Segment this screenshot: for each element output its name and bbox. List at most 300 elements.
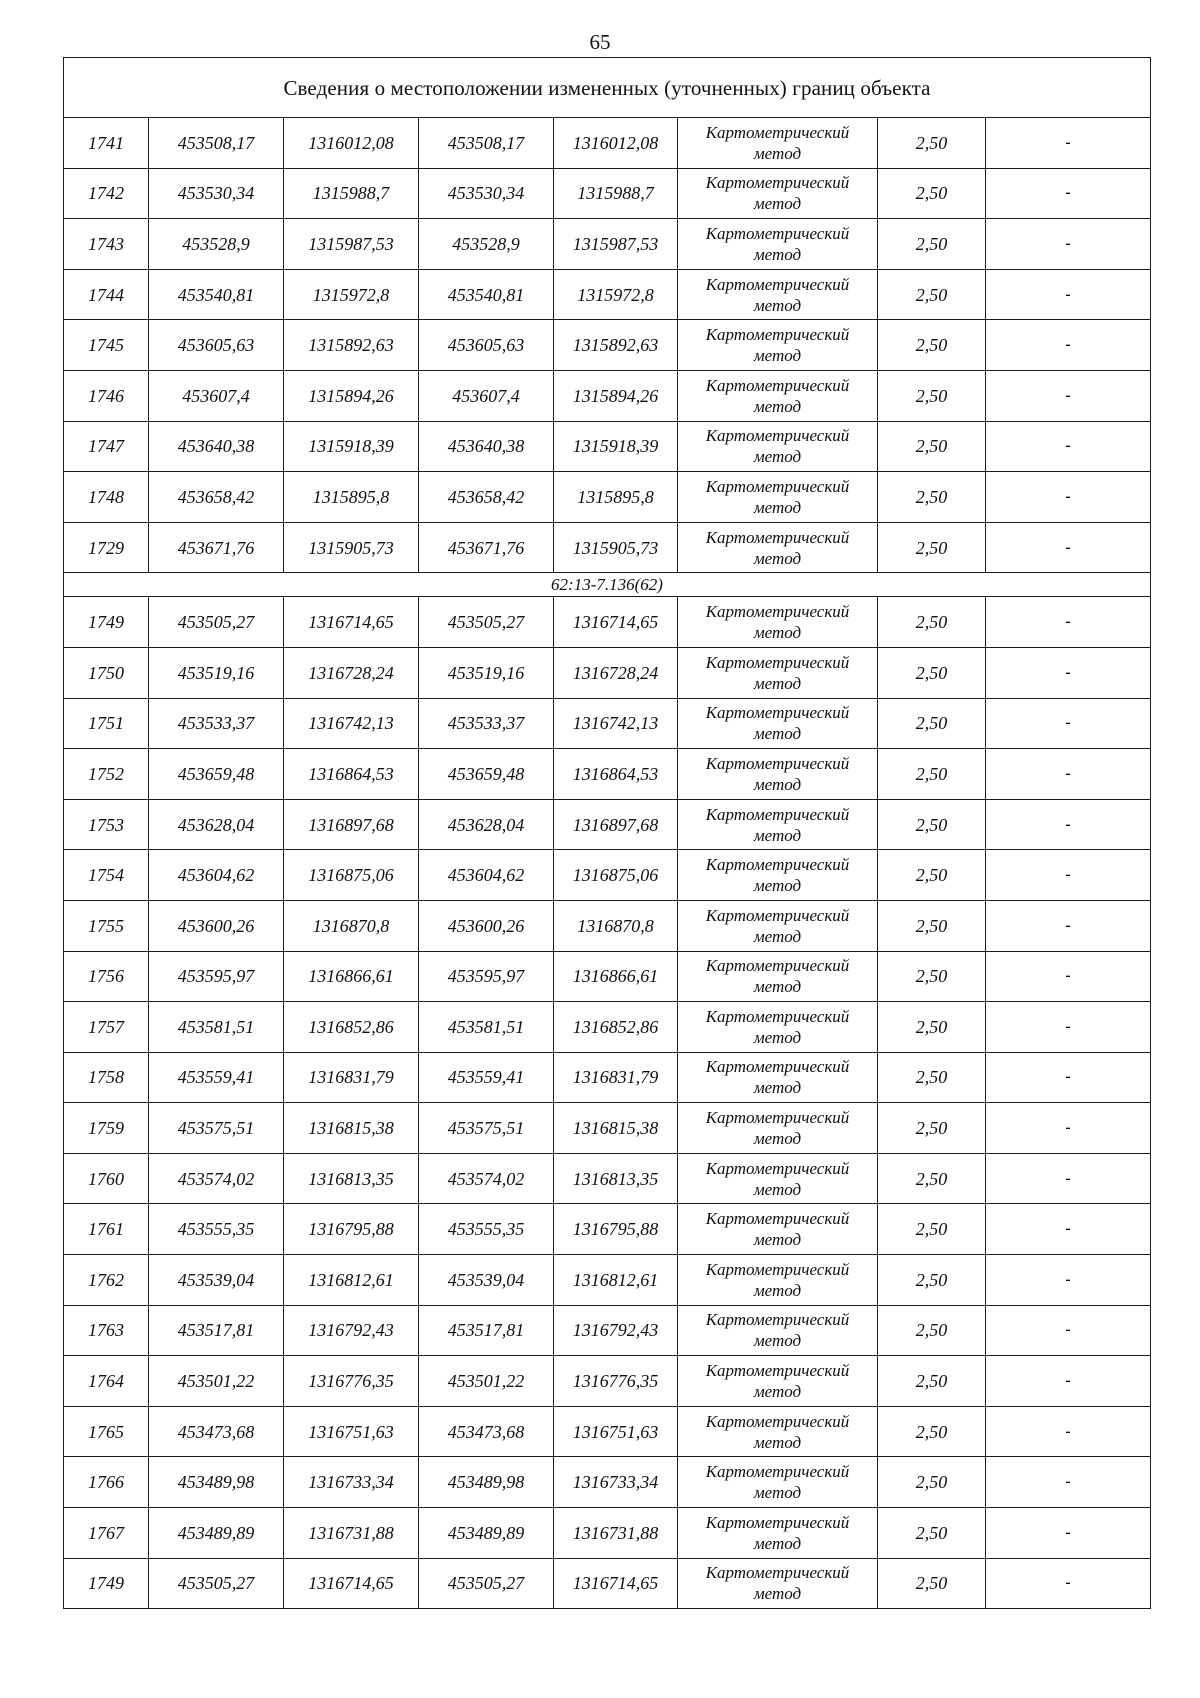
table-row (64, 118, 1151, 169)
dash-cell: - (986, 118, 1151, 169)
y-existing-cell: 1316714,65 (284, 1558, 419, 1609)
method-line-2: метод (753, 1230, 802, 1250)
x-existing-cell: 453628,04 (149, 799, 284, 850)
x-existing-cell: 453559,41 (149, 1052, 284, 1103)
point-number-cell: 1765 (64, 1406, 149, 1457)
y-refined-cell: 1316864,53 (554, 749, 678, 800)
point-number-cell: 1750 (64, 647, 149, 698)
method-cell (678, 698, 878, 749)
method-cell (678, 1103, 878, 1154)
point-number-cell: 1741 (64, 118, 149, 169)
x-existing-cell: 453489,98 (149, 1457, 284, 1508)
method-cell (678, 1255, 878, 1306)
method-line-2: метод (753, 623, 802, 643)
method-cell (678, 320, 878, 371)
method-cell (678, 1052, 878, 1103)
y-refined-cell: 1316815,38 (554, 1103, 678, 1154)
point-number-cell: 1744 (64, 269, 149, 320)
accuracy-cell: 2,50 (878, 1255, 986, 1306)
y-refined-cell: 1316852,86 (554, 1002, 678, 1053)
method-cell (678, 749, 878, 800)
point-number-cell: 1748 (64, 472, 149, 523)
method-line-1: Картометрический (705, 652, 850, 672)
method-line-2: метод (753, 295, 802, 315)
x-existing-cell: 453640,38 (149, 421, 284, 472)
x-refined-cell: 453489,89 (419, 1508, 554, 1559)
method-line-1: Картометрический (705, 122, 850, 142)
x-refined-cell: 453540,81 (419, 269, 554, 320)
table-row (64, 522, 1151, 573)
x-refined-cell: 453628,04 (419, 799, 554, 850)
method-line-1: Картометрический (705, 173, 850, 193)
table-row (64, 951, 1151, 1002)
method-line-2: метод (753, 1027, 802, 1047)
x-existing-cell: 453533,37 (149, 698, 284, 749)
accuracy-cell: 2,50 (878, 320, 986, 371)
y-refined-cell: 1316751,63 (554, 1406, 678, 1457)
y-refined-cell: 1316714,65 (554, 597, 678, 648)
method-cell (678, 1305, 878, 1356)
y-refined-cell: 1316870,8 (554, 900, 678, 951)
point-number-cell: 1764 (64, 1356, 149, 1407)
y-existing-cell: 1316795,88 (284, 1204, 419, 1255)
accuracy-cell: 2,50 (878, 1103, 986, 1154)
y-refined-cell: 1315895,8 (554, 472, 678, 523)
x-refined-cell: 453605,63 (419, 320, 554, 371)
y-existing-cell: 1315972,8 (284, 269, 419, 320)
point-number-cell: 1749 (64, 1558, 149, 1609)
x-existing-cell: 453473,68 (149, 1406, 284, 1457)
x-existing-cell: 453540,81 (149, 269, 284, 320)
dash-cell: - (986, 421, 1151, 472)
dash-cell: - (986, 799, 1151, 850)
table-row (64, 900, 1151, 951)
accuracy-cell: 2,50 (878, 1052, 986, 1103)
accuracy-cell: 2,50 (878, 799, 986, 850)
y-existing-cell: 1315988,7 (284, 168, 419, 219)
method-line-1: Картометрический (705, 855, 850, 875)
method-line-2: метод (753, 926, 802, 946)
dash-cell: - (986, 269, 1151, 320)
dash-cell: - (986, 698, 1151, 749)
dash-cell: - (986, 1457, 1151, 1508)
dash-cell: - (986, 1052, 1151, 1103)
method-cell (678, 799, 878, 850)
method-line-2: метод (753, 1483, 802, 1503)
x-refined-cell: 453607,4 (419, 370, 554, 421)
method-line-2: метод (753, 1584, 802, 1604)
point-number-cell: 1767 (64, 1508, 149, 1559)
method-line-1: Картометрический (705, 602, 850, 622)
x-refined-cell: 453658,42 (419, 472, 554, 523)
method-cell (678, 1406, 878, 1457)
method-line-1: Картометрический (705, 1462, 850, 1482)
table-row (64, 749, 1151, 800)
y-refined-cell: 1316795,88 (554, 1204, 678, 1255)
accuracy-cell: 2,50 (878, 1002, 986, 1053)
method-line-1: Картометрический (705, 956, 850, 976)
table-header-row (64, 58, 1151, 118)
accuracy-cell: 2,50 (878, 522, 986, 573)
method-line-1: Картометрический (705, 1209, 850, 1229)
table-row (64, 370, 1151, 421)
x-existing-cell: 453658,42 (149, 472, 284, 523)
y-refined-cell: 1316728,24 (554, 647, 678, 698)
y-existing-cell: 1316852,86 (284, 1002, 419, 1053)
x-refined-cell: 453501,22 (419, 1356, 554, 1407)
method-line-1: Картометрический (705, 527, 850, 547)
table-row (64, 1558, 1151, 1609)
table-row (64, 698, 1151, 749)
method-line-2: метод (753, 396, 802, 416)
x-existing-cell: 453574,02 (149, 1153, 284, 1204)
dash-cell: - (986, 219, 1151, 270)
method-line-2: метод (753, 346, 802, 366)
x-refined-cell: 453575,51 (419, 1103, 554, 1154)
point-number-cell: 1746 (64, 370, 149, 421)
y-existing-cell: 1316714,65 (284, 597, 419, 648)
x-refined-cell: 453659,48 (419, 749, 554, 800)
x-refined-cell: 453505,27 (419, 597, 554, 648)
method-line-1: Картометрический (705, 1310, 850, 1330)
y-existing-cell: 1316742,13 (284, 698, 419, 749)
y-refined-cell: 1315988,7 (554, 168, 678, 219)
table-row (64, 219, 1151, 270)
method-line-1: Картометрический (705, 1512, 850, 1532)
y-existing-cell: 1316751,63 (284, 1406, 419, 1457)
accuracy-cell: 2,50 (878, 1406, 986, 1457)
x-refined-cell: 453640,38 (419, 421, 554, 472)
point-number-cell: 1729 (64, 522, 149, 573)
dash-cell: - (986, 370, 1151, 421)
y-existing-cell: 1316792,43 (284, 1305, 419, 1356)
y-existing-cell: 1315918,39 (284, 421, 419, 472)
x-existing-cell: 453505,27 (149, 597, 284, 648)
dash-cell: - (986, 1406, 1151, 1457)
method-cell (678, 118, 878, 169)
point-number-cell: 1754 (64, 850, 149, 901)
method-line-1: Картометрический (705, 703, 850, 723)
y-existing-cell: 1315894,26 (284, 370, 419, 421)
y-refined-cell: 1316875,06 (554, 850, 678, 901)
y-refined-cell: 1315894,26 (554, 370, 678, 421)
method-line-2: метод (753, 774, 802, 794)
x-existing-cell: 453539,04 (149, 1255, 284, 1306)
x-refined-cell: 453528,9 (419, 219, 554, 270)
table-row (64, 799, 1151, 850)
y-existing-cell: 1316870,8 (284, 900, 419, 951)
method-line-2: метод (753, 724, 802, 744)
method-cell (678, 370, 878, 421)
point-number-cell: 1745 (64, 320, 149, 371)
y-existing-cell: 1316813,35 (284, 1153, 419, 1204)
method-line-1: Картометрический (705, 1057, 850, 1077)
method-cell (678, 421, 878, 472)
accuracy-cell: 2,50 (878, 118, 986, 169)
table-row (64, 472, 1151, 523)
x-existing-cell: 453489,89 (149, 1508, 284, 1559)
dash-cell: - (986, 900, 1151, 951)
y-refined-cell: 1315892,63 (554, 320, 678, 371)
method-line-1: Картометрический (705, 223, 850, 243)
method-cell (678, 1204, 878, 1255)
point-number-cell: 1763 (64, 1305, 149, 1356)
accuracy-cell: 2,50 (878, 597, 986, 648)
dash-cell: - (986, 749, 1151, 800)
table-row (64, 1052, 1151, 1103)
accuracy-cell: 2,50 (878, 850, 986, 901)
method-cell (678, 1558, 878, 1609)
coordinates-table (63, 57, 1151, 1609)
method-cell (678, 269, 878, 320)
x-refined-cell: 453539,04 (419, 1255, 554, 1306)
point-number-cell: 1761 (64, 1204, 149, 1255)
dash-cell: - (986, 1153, 1151, 1204)
point-number-cell: 1760 (64, 1153, 149, 1204)
x-refined-cell: 453533,37 (419, 698, 554, 749)
accuracy-cell: 2,50 (878, 749, 986, 800)
method-cell (678, 1153, 878, 1204)
method-line-2: метод (753, 244, 802, 264)
dash-cell: - (986, 1305, 1151, 1356)
method-line-2: метод (753, 1078, 802, 1098)
x-existing-cell: 453600,26 (149, 900, 284, 951)
method-cell (678, 1356, 878, 1407)
table-row (64, 597, 1151, 648)
point-number-cell: 1752 (64, 749, 149, 800)
method-line-2: метод (753, 1129, 802, 1149)
method-cell (678, 168, 878, 219)
table-row (64, 1508, 1151, 1559)
accuracy-cell: 2,50 (878, 472, 986, 523)
point-number-cell: 1742 (64, 168, 149, 219)
y-refined-cell: 1316813,35 (554, 1153, 678, 1204)
table-row (64, 168, 1151, 219)
dash-cell: - (986, 951, 1151, 1002)
dash-cell: - (986, 1255, 1151, 1306)
table-row (64, 320, 1151, 371)
method-cell (678, 1002, 878, 1053)
y-existing-cell: 1316733,34 (284, 1457, 419, 1508)
table-header: Сведения о местоположении измененных (уточненных) границ объекта (64, 58, 1151, 118)
table-row (64, 1103, 1151, 1154)
y-refined-cell: 1316733,34 (554, 1457, 678, 1508)
accuracy-cell: 2,50 (878, 900, 986, 951)
method-line-1: Картометрический (705, 375, 850, 395)
y-existing-cell: 1316776,35 (284, 1356, 419, 1407)
method-line-2: метод (753, 977, 802, 997)
x-existing-cell: 453581,51 (149, 1002, 284, 1053)
method-cell (678, 647, 878, 698)
dash-cell: - (986, 472, 1151, 523)
accuracy-cell: 2,50 (878, 1356, 986, 1407)
method-cell (678, 1508, 878, 1559)
y-existing-cell: 1316866,61 (284, 951, 419, 1002)
point-number-cell: 1747 (64, 421, 149, 472)
table-row (64, 1305, 1151, 1356)
dash-cell: - (986, 1558, 1151, 1609)
method-line-1: Картометрический (705, 753, 850, 773)
table-row (64, 1204, 1151, 1255)
y-existing-cell: 1316875,06 (284, 850, 419, 901)
y-existing-cell: 1315895,8 (284, 472, 419, 523)
dash-cell: - (986, 320, 1151, 371)
x-existing-cell: 453501,22 (149, 1356, 284, 1407)
y-existing-cell: 1316812,61 (284, 1255, 419, 1306)
y-refined-cell: 1316866,61 (554, 951, 678, 1002)
x-refined-cell: 453574,02 (419, 1153, 554, 1204)
y-existing-cell: 1315905,73 (284, 522, 419, 573)
method-line-1: Картометрический (705, 1108, 850, 1128)
method-line-2: метод (753, 548, 802, 568)
x-existing-cell: 453595,97 (149, 951, 284, 1002)
y-existing-cell: 1316831,79 (284, 1052, 419, 1103)
x-existing-cell: 453530,34 (149, 168, 284, 219)
x-existing-cell: 453555,35 (149, 1204, 284, 1255)
method-line-1: Картометрический (705, 1259, 850, 1279)
y-existing-cell: 1316728,24 (284, 647, 419, 698)
point-number-cell: 1759 (64, 1103, 149, 1154)
method-line-2: метод (753, 1179, 802, 1199)
x-existing-cell: 453505,27 (149, 1558, 284, 1609)
method-cell (678, 522, 878, 573)
dash-cell: - (986, 1103, 1151, 1154)
method-cell (678, 951, 878, 1002)
method-cell (678, 472, 878, 523)
dash-cell: - (986, 1002, 1151, 1053)
point-number-cell: 1753 (64, 799, 149, 850)
method-line-1: Картометрический (705, 1411, 850, 1431)
dash-cell: - (986, 1356, 1151, 1407)
method-line-2: метод (753, 143, 802, 163)
method-cell (678, 219, 878, 270)
method-line-2: метод (753, 447, 802, 467)
x-existing-cell: 453659,48 (149, 749, 284, 800)
method-line-1: Картометрический (705, 1158, 850, 1178)
accuracy-cell: 2,50 (878, 1457, 986, 1508)
y-refined-cell: 1315972,8 (554, 269, 678, 320)
x-refined-cell: 453489,98 (419, 1457, 554, 1508)
method-cell (678, 597, 878, 648)
page-number: 65 (589, 30, 611, 54)
point-number-cell: 1749 (64, 597, 149, 648)
accuracy-cell: 2,50 (878, 698, 986, 749)
section-label: 62:13-7.136(62) (64, 573, 1151, 597)
method-line-2: метод (753, 673, 802, 693)
y-refined-cell: 1315918,39 (554, 421, 678, 472)
dash-cell: - (986, 850, 1151, 901)
accuracy-cell: 2,50 (878, 1508, 986, 1559)
y-refined-cell: 1316731,88 (554, 1508, 678, 1559)
accuracy-cell: 2,50 (878, 951, 986, 1002)
x-existing-cell: 453519,16 (149, 647, 284, 698)
point-number-cell: 1762 (64, 1255, 149, 1306)
method-line-1: Картометрический (705, 325, 850, 345)
y-refined-cell: 1316812,61 (554, 1255, 678, 1306)
table-row (64, 647, 1151, 698)
table-row (64, 850, 1151, 901)
x-existing-cell: 453517,81 (149, 1305, 284, 1356)
method-line-2: метод (753, 1280, 802, 1300)
method-line-2: метод (753, 876, 802, 896)
y-refined-cell: 1315905,73 (554, 522, 678, 573)
x-refined-cell: 453505,27 (419, 1558, 554, 1609)
point-number-cell: 1751 (64, 698, 149, 749)
accuracy-cell: 2,50 (878, 1305, 986, 1356)
x-refined-cell: 453600,26 (419, 900, 554, 951)
accuracy-cell: 2,50 (878, 647, 986, 698)
y-existing-cell: 1315987,53 (284, 219, 419, 270)
point-number-cell: 1758 (64, 1052, 149, 1103)
section-row (64, 573, 1151, 597)
accuracy-cell: 2,50 (878, 1558, 986, 1609)
y-existing-cell: 1315892,63 (284, 320, 419, 371)
method-cell (678, 850, 878, 901)
y-refined-cell: 1316012,08 (554, 118, 678, 169)
accuracy-cell: 2,50 (878, 269, 986, 320)
x-refined-cell: 453530,34 (419, 168, 554, 219)
method-line-1: Картометрический (705, 426, 850, 446)
method-line-1: Картометрический (705, 804, 850, 824)
method-line-2: метод (753, 1533, 802, 1553)
method-cell (678, 1457, 878, 1508)
x-refined-cell: 453671,76 (419, 522, 554, 573)
accuracy-cell: 2,50 (878, 1153, 986, 1204)
table-row (64, 1406, 1151, 1457)
method-line-2: метод (753, 1331, 802, 1351)
point-number-cell: 1766 (64, 1457, 149, 1508)
method-line-1: Картометрический (705, 1006, 850, 1026)
table-row (64, 1255, 1151, 1306)
accuracy-cell: 2,50 (878, 1204, 986, 1255)
x-existing-cell: 453508,17 (149, 118, 284, 169)
dash-cell: - (986, 1508, 1151, 1559)
x-existing-cell: 453575,51 (149, 1103, 284, 1154)
dash-cell: - (986, 597, 1151, 648)
method-line-1: Картометрический (705, 274, 850, 294)
y-refined-cell: 1315987,53 (554, 219, 678, 270)
table-row (64, 421, 1151, 472)
accuracy-cell: 2,50 (878, 219, 986, 270)
dash-cell: - (986, 168, 1151, 219)
dash-cell: - (986, 1204, 1151, 1255)
x-refined-cell: 453517,81 (419, 1305, 554, 1356)
point-number-cell: 1755 (64, 900, 149, 951)
y-refined-cell: 1316897,68 (554, 799, 678, 850)
point-number-cell: 1757 (64, 1002, 149, 1053)
x-refined-cell: 453555,35 (419, 1204, 554, 1255)
table-row (64, 1153, 1151, 1204)
accuracy-cell: 2,50 (878, 421, 986, 472)
table-row (64, 1356, 1151, 1407)
accuracy-cell: 2,50 (878, 168, 986, 219)
y-existing-cell: 1316012,08 (284, 118, 419, 169)
y-refined-cell: 1316831,79 (554, 1052, 678, 1103)
method-line-2: метод (753, 497, 802, 517)
method-line-1: Картометрический (705, 905, 850, 925)
method-line-1: Картометрический (705, 1361, 850, 1381)
method-line-2: метод (753, 194, 802, 214)
x-existing-cell: 453605,63 (149, 320, 284, 371)
dash-cell: - (986, 647, 1151, 698)
method-cell (678, 900, 878, 951)
point-number-cell: 1743 (64, 219, 149, 270)
table-row (64, 269, 1151, 320)
y-refined-cell: 1316792,43 (554, 1305, 678, 1356)
method-line-1: Картометрический (705, 476, 850, 496)
method-line-2: метод (753, 1382, 802, 1402)
y-existing-cell: 1316815,38 (284, 1103, 419, 1154)
